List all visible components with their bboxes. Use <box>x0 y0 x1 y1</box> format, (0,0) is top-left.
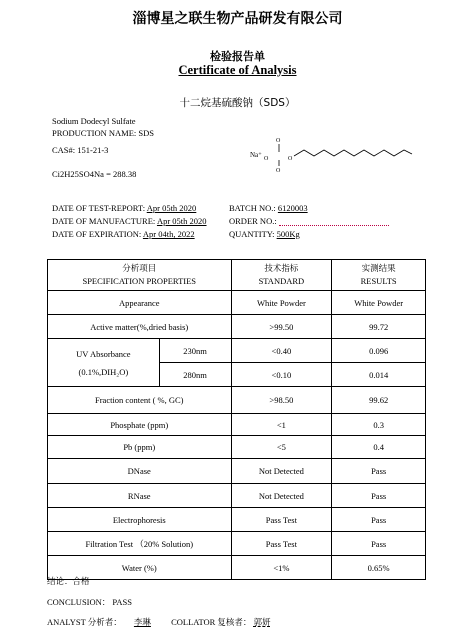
test-report-value: Apr 05th 2020 <box>146 203 197 213</box>
uv-wavelength-280: 280nm <box>159 363 231 387</box>
date-manufacture-row <box>52 216 207 226</box>
expiration-value: Apr 04th, 2022 <box>142 229 195 239</box>
header-results <box>332 260 426 291</box>
row-standard: <1% <box>231 556 332 580</box>
header-properties-en: SPECIFICATION PROPERTIES <box>82 276 197 286</box>
table-row <box>48 436 426 459</box>
test-report-label: DATE OF TEST-REPORT: <box>52 203 146 213</box>
uv-standard-280: <0.10 <box>231 363 332 387</box>
molecular-formula: Ci2H25SO4Na = 288.38 <box>52 169 137 179</box>
row-result: White Powder <box>332 291 426 315</box>
row-property: Appearance <box>48 291 232 315</box>
uv-result-230: 0.096 <box>332 339 426 363</box>
conclusion-cn: 结论：合格 <box>47 577 90 587</box>
sodium-label: Na⁺ <box>250 151 262 159</box>
table-row <box>48 291 426 315</box>
table-row <box>48 532 426 556</box>
uv-standard-230: <0.40 <box>231 339 332 363</box>
table-row <box>48 556 426 580</box>
title-cn: 检验报告单 <box>210 50 265 63</box>
batch-label: BATCH NO.: <box>229 203 276 213</box>
production-name: PRODUCTION NAME: SDS <box>52 128 155 138</box>
order-value-redacted <box>279 219 389 226</box>
row-standard: Not Detected <box>231 484 332 508</box>
row-result: 0.3 <box>332 414 426 436</box>
row-result: 0.65% <box>332 556 426 580</box>
cas-number: CAS#: 151-21-3 <box>52 145 109 155</box>
product-name-line: Sodium Dodecyl Sulfate <box>52 116 136 126</box>
row-standard: >98.50 <box>231 387 332 414</box>
quantity-label: QUANTITY: <box>229 229 275 239</box>
row-property: Water (%) <box>48 556 232 580</box>
quantity-value: 500Kg <box>276 229 300 239</box>
oxygen-label-4: O <box>288 156 293 162</box>
row-result: Pass <box>332 508 426 532</box>
row-property: Active matter(%,dried basis) <box>48 315 232 339</box>
batch-row <box>229 203 308 213</box>
batch-value: 6120003 <box>277 203 308 213</box>
row-standard: Pass Test <box>231 532 332 556</box>
table-row <box>48 508 426 532</box>
row-result: Pass <box>332 532 426 556</box>
row-result: 0.4 <box>332 436 426 459</box>
header-standard-cn: 技术指标 <box>264 264 299 274</box>
row-property: DNase <box>48 459 232 484</box>
alkyl-chain <box>294 150 412 156</box>
collator-name: 郭妍 <box>253 618 271 628</box>
uv-wavelength-230: 230nm <box>159 339 231 363</box>
date-test-report-row <box>52 203 196 213</box>
table-header-row <box>48 260 426 291</box>
quantity-row <box>229 229 300 239</box>
title-en <box>0 63 475 78</box>
row-property: Pb (ppm) <box>48 436 232 459</box>
row-property: Electrophoresis <box>48 508 232 532</box>
company-name: 淄博星之联生物产品研发有限公司 <box>132 11 343 27</box>
oxygen-label-1: O <box>264 156 269 162</box>
date-expiration-row <box>52 229 195 239</box>
header-results-cn: 实测结果 <box>361 264 396 274</box>
signature-row <box>47 616 271 628</box>
uv-label-line2: (0.1%,DIH₂O) <box>78 366 129 377</box>
product-name-cn: 十二烷基硫酸钠（SDS） <box>179 97 296 109</box>
header-standard <box>231 260 332 291</box>
manufacture-value: Apr 05th 2020 <box>156 216 207 226</box>
manufacture-label: DATE OF MANUFACTURE: <box>52 216 156 226</box>
row-result: Pass <box>332 484 426 508</box>
row-result: 99.62 <box>332 387 426 414</box>
analyst-name: 李琳 <box>133 618 151 628</box>
header-properties-cn: 分析项目 <box>122 264 157 274</box>
row-result: Pass <box>332 459 426 484</box>
header-properties <box>48 260 232 291</box>
header-standard-en: STANDARD <box>258 276 305 286</box>
row-property: RNase <box>48 484 232 508</box>
uv-absorbance-label <box>48 339 160 387</box>
row-standard: White Powder <box>231 291 332 315</box>
table-row-uv-230 <box>48 339 426 363</box>
row-standard: <1 <box>231 414 332 436</box>
table-row <box>48 315 426 339</box>
conclusion-en: CONCLUSION： PASS <box>47 597 132 607</box>
row-property: Filtration Test （20% Solution) <box>48 532 232 556</box>
row-standard: Pass Test <box>231 508 332 532</box>
row-standard: >99.50 <box>231 315 332 339</box>
table-row <box>48 387 426 414</box>
specification-table <box>47 259 426 580</box>
structure-diagram <box>248 130 418 175</box>
oxygen-label-2: O <box>276 138 281 144</box>
uv-result-280: 0.014 <box>332 363 426 387</box>
analyst-label: ANALYST 分析者： <box>47 617 122 627</box>
collator-label: COLLATOR 复核者： <box>171 617 252 627</box>
table-row <box>48 484 426 508</box>
row-property: Fraction content ( %, GC) <box>48 387 232 414</box>
row-standard: Not Detected <box>231 459 332 484</box>
oxygen-label-3: O <box>276 168 281 174</box>
row-standard: <5 <box>231 436 332 459</box>
order-row <box>229 216 389 226</box>
header-results-en: RESULTS <box>360 276 397 286</box>
table-row <box>48 459 426 484</box>
title-en-text: Certificate of Analysis <box>178 63 297 77</box>
expiration-label: DATE OF EXPIRATION: <box>52 229 142 239</box>
uv-label-line1: UV Absorbance <box>76 348 131 359</box>
row-property: Phosphate (ppm) <box>48 414 232 436</box>
table-row <box>48 414 426 436</box>
row-result: 99.72 <box>332 315 426 339</box>
order-label: ORDER NO.: <box>229 216 277 226</box>
